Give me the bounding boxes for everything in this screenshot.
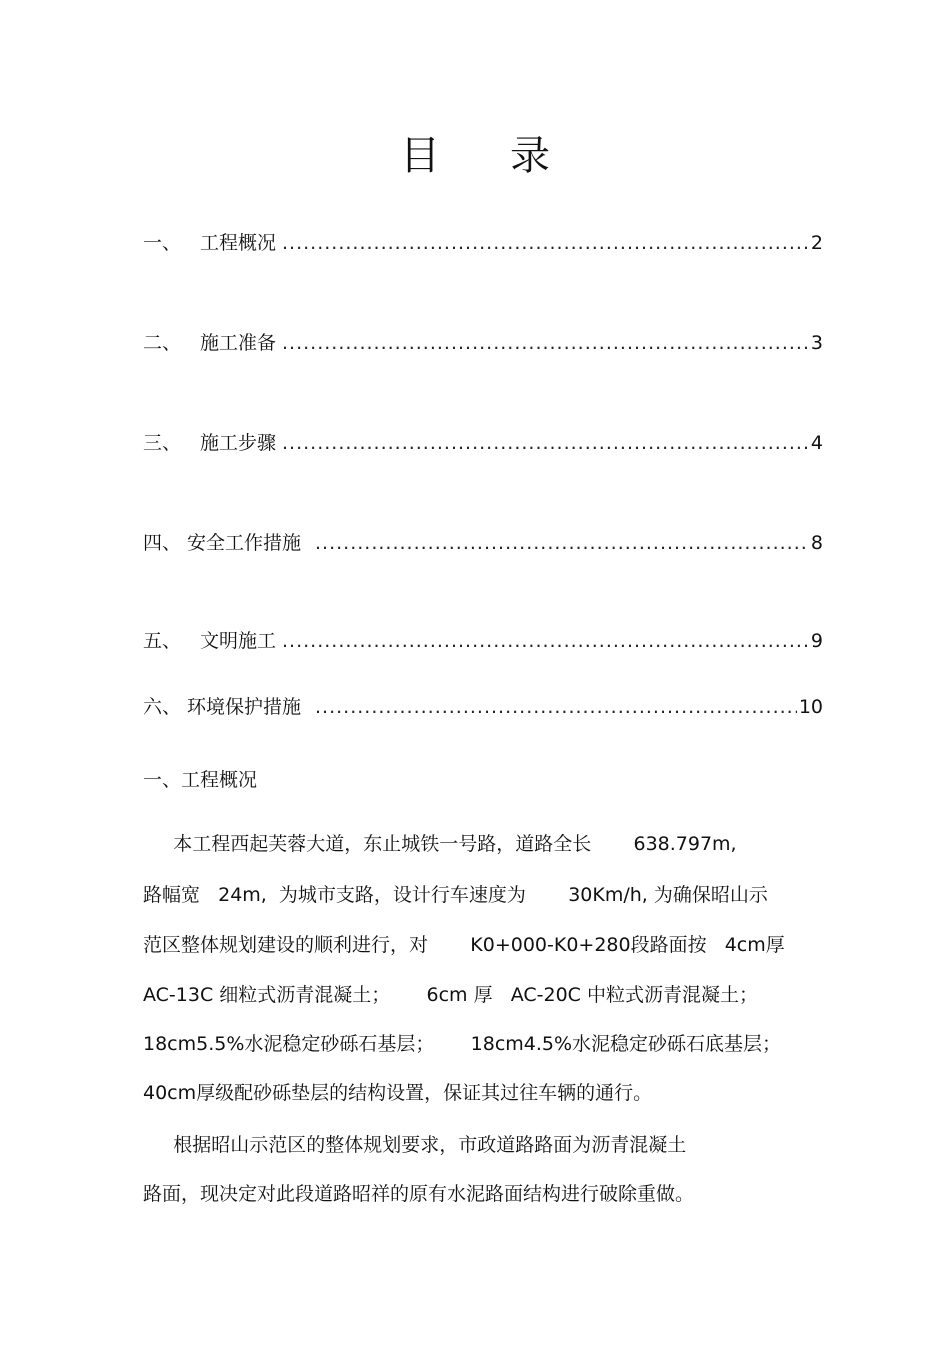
toc-entry-2[interactable]: [143, 329, 823, 357]
toc-leader-dots: [315, 693, 797, 721]
toc-entry-page: 4: [810, 432, 823, 454]
paragraph-line: 路面，现决定对此段道路昭祥的原有水泥路面结构进行破除重做。: [143, 1183, 695, 1205]
toc-entry-page: 3: [810, 332, 823, 354]
toc-entry-number: 五、: [143, 630, 182, 652]
toc-entry-number: 一、: [143, 232, 182, 254]
toc-entry-number: 六、: [143, 696, 182, 718]
toc-leader-dots: [282, 329, 809, 357]
paragraph-line: AC-13C 细粒式沥青混凝土； 6cm 厚 AC-20C 中粒式沥青混凝土；: [143, 984, 758, 1006]
toc-entry-label: 工程概况: [200, 232, 277, 254]
toc-leader-dots: [282, 229, 809, 257]
paragraph-line: 18cm5.5%水泥稳定砂砾石基层； 18cm4.5%水泥稳定砂砾石底基层；: [143, 1033, 782, 1055]
toc-entry-page: 9: [810, 630, 823, 652]
paragraph-line: 根据昭山示范区的整体规划要求，市政道路路面为沥青混凝土: [143, 1134, 687, 1156]
toc-leader-dots: [282, 627, 809, 655]
toc-entry-page: 8: [810, 532, 823, 554]
toc-entry-number: 二、: [143, 332, 182, 354]
toc-entry-label: 施工准备: [200, 332, 277, 354]
toc-entry-label: 施工步骤: [200, 432, 277, 454]
toc-entry-label: 环境保护措施: [187, 696, 302, 718]
toc-entry-6[interactable]: [143, 693, 823, 721]
toc-entry-1[interactable]: [143, 229, 823, 257]
toc-entry-page: 2: [810, 232, 823, 254]
section-heading: 一、工程概况: [143, 769, 258, 791]
page-title-char-2: 录: [510, 133, 550, 179]
toc-entry-number: 三、: [143, 432, 182, 454]
toc-entry-page: 10: [798, 696, 823, 718]
toc-entry-number: 四、: [143, 532, 182, 554]
toc-entry-3[interactable]: [143, 429, 823, 457]
toc-entry-label: 安全工作措施: [187, 532, 302, 554]
toc-entry-5[interactable]: [143, 627, 823, 655]
toc-entry-label: 文明施工: [200, 630, 277, 652]
toc-leader-dots: [282, 429, 809, 457]
paragraph-line: 40cm厚级配砂砾垫层的结构设置，保证其过往车辆的通行。: [143, 1082, 653, 1104]
paragraph-line: 路幅宽 24m, 为城市支路，设计行车速度为 30Km/h, 为确保昭山示: [143, 884, 768, 906]
paragraph-line: 本工程西起芙蓉大道，东止城铁一号路，道路全长 638.797m,: [143, 833, 737, 855]
page-title-char-1: 目: [400, 133, 440, 179]
paragraph-line: 范区整体规划建设的顺利进行，对 K0+000-K0+280段路面按 4cm厚: [143, 934, 785, 956]
toc-leader-dots: [315, 529, 809, 557]
toc-entry-4[interactable]: [143, 529, 823, 557]
page-title: [0, 128, 950, 184]
